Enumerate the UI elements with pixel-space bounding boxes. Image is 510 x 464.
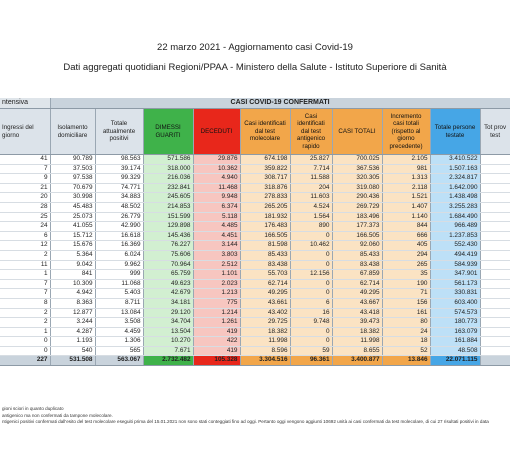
cell-antigenico: 0: [290, 260, 332, 270]
cell-incremento: 80: [382, 318, 430, 328]
cell-ingressi: 9: [0, 174, 50, 184]
header-isolamento: Isolamento domiciliare: [50, 109, 95, 155]
cell-dimessi: 7.671: [143, 346, 193, 356]
cell-totali: 367.536: [332, 164, 382, 174]
header-deceduti: DECEDUTI: [193, 109, 240, 155]
cell-isolamento: 37.503: [50, 164, 95, 174]
cell-testate: 603.400: [430, 298, 480, 308]
header-extra: Tot prov test: [480, 109, 510, 155]
cell-ingressi: 0: [0, 346, 50, 356]
table-row: [0, 193, 510, 203]
cell-ingressi: 0: [0, 337, 50, 347]
cell-extra: [480, 327, 510, 337]
cell-deceduti: 775: [193, 298, 240, 308]
cell-isolamento: 1.193: [50, 337, 95, 347]
cell-totali: 290.436: [332, 193, 382, 203]
cell-isolamento: 841: [50, 270, 95, 280]
cell-isolamento: 4.942: [50, 289, 95, 299]
total-incremento: 13.846: [382, 356, 430, 366]
cell-testate: 966.489: [430, 222, 480, 232]
cell-molecolare: 43.402: [240, 308, 290, 318]
cell-molecolare: 674.198: [240, 155, 290, 165]
cell-positivi: 6.024: [95, 250, 143, 260]
table-row: [0, 241, 510, 251]
cell-molecolare: 18.382: [240, 327, 290, 337]
cell-dimessi: 76.227: [143, 241, 193, 251]
header-positivi: Totale attualmente positivi: [95, 109, 143, 155]
cell-dimessi: 129.898: [143, 222, 193, 232]
cell-antigenico: 0: [290, 231, 332, 241]
cell-totali: 166.505: [332, 231, 382, 241]
cell-extra: [480, 308, 510, 318]
cell-extra: [480, 231, 510, 241]
cell-molecolare: 29.725: [240, 318, 290, 328]
total-antigenico: 96.361: [290, 356, 332, 366]
table-row: [0, 222, 510, 232]
cell-molecolare: 49.295: [240, 289, 290, 299]
cell-deceduti: 1.101: [193, 270, 240, 280]
cell-deceduti: 2.512: [193, 260, 240, 270]
cell-molecolare: 8.596: [240, 346, 290, 356]
cell-antigenico: 16: [290, 308, 332, 318]
cell-positivi: 39.174: [95, 164, 143, 174]
cell-totali: 49.295: [332, 289, 382, 299]
total-molecolare: 3.304.516: [240, 356, 290, 366]
cell-totali: 43.667: [332, 298, 382, 308]
cell-dimessi: 145.436: [143, 231, 193, 241]
table-row: [0, 346, 510, 356]
header-dimessi: DIMESSI GUARITI: [143, 109, 193, 155]
cell-dimessi: 49.623: [143, 279, 193, 289]
total-dimessi: 2.732.482: [143, 356, 193, 366]
cell-extra: [480, 279, 510, 289]
cell-extra: [480, 250, 510, 260]
table-row: [0, 212, 510, 222]
cell-positivi: 26.779: [95, 212, 143, 222]
cell-testate: 574.573: [430, 308, 480, 318]
cell-incremento: 71: [382, 289, 430, 299]
cell-testate: 347.901: [430, 270, 480, 280]
cell-incremento: 161: [382, 308, 430, 318]
table-row: [0, 260, 510, 270]
cell-deceduti: 29.876: [193, 155, 240, 165]
cell-positivi: 1.306: [95, 337, 143, 347]
cell-antigenico: 7.714: [290, 164, 332, 174]
cell-deceduti: 422: [193, 337, 240, 347]
total-testate: 22.071.115: [430, 356, 480, 366]
total-positivi: 563.067: [95, 356, 143, 366]
cell-totali: 320.305: [332, 174, 382, 184]
cell-incremento: 1.521: [382, 193, 430, 203]
cell-antigenico: 204: [290, 183, 332, 193]
cell-totali: 11.998: [332, 337, 382, 347]
cell-isolamento: 25.073: [50, 212, 95, 222]
cell-totali: 269.729: [332, 202, 382, 212]
cell-positivi: 34.883: [95, 193, 143, 203]
cell-molecolare: 359.822: [240, 164, 290, 174]
cell-totali: 700.025: [332, 155, 382, 165]
cell-incremento: 666: [382, 231, 430, 241]
cell-molecolare: 11.998: [240, 337, 290, 347]
cell-dimessi: 70.964: [143, 260, 193, 270]
total-row: [0, 356, 510, 366]
cell-totali: 183.496: [332, 212, 382, 222]
cell-deceduti: 4.940: [193, 174, 240, 184]
cell-isolamento: 9.042: [50, 260, 95, 270]
cell-molecolare: 278.833: [240, 193, 290, 203]
cell-antigenico: 12.156: [290, 270, 332, 280]
cell-incremento: 190: [382, 279, 430, 289]
total-ingressi: 227: [0, 356, 50, 366]
cell-extra: [480, 155, 510, 165]
cell-positivi: 48.502: [95, 202, 143, 212]
cell-antigenico: 0: [290, 289, 332, 299]
header-incremento: Incremento casi totali (rispetto al giorno precedente): [382, 109, 430, 155]
header-ingressi: Ingressi del giorno: [0, 109, 50, 155]
cell-antigenico: 4.524: [290, 202, 332, 212]
cell-testate: 1.642.090: [430, 183, 480, 193]
cell-isolamento: 12.877: [50, 308, 95, 318]
cell-antigenico: 890: [290, 222, 332, 232]
cell-deceduti: 419: [193, 327, 240, 337]
footnote: gioni sciori in quanto duplicato: [2, 406, 64, 411]
cell-ingressi: 21: [0, 183, 50, 193]
cell-ingressi: 41: [0, 155, 50, 165]
cell-positivi: 98.563: [95, 155, 143, 165]
total-deceduti: 105.328: [193, 356, 240, 366]
table-row: [0, 318, 510, 328]
table-row: [0, 174, 510, 184]
cell-deceduti: 3.144: [193, 241, 240, 251]
cell-totali: 319.080: [332, 183, 382, 193]
cell-isolamento: 15.712: [50, 231, 95, 241]
table-row: [0, 270, 510, 280]
table-row: [0, 289, 510, 299]
cell-antigenico: 25.827: [290, 155, 332, 165]
cell-dimessi: 245.605: [143, 193, 193, 203]
cell-testate: 2.324.817: [430, 174, 480, 184]
cell-testate: 584.939: [430, 260, 480, 270]
table-row: [0, 155, 510, 165]
cell-testate: 161.884: [430, 337, 480, 347]
cell-deceduti: 2.023: [193, 279, 240, 289]
page-title: 22 marzo 2021 - Aggiornamento casi Covid-19: [157, 42, 353, 53]
cell-testate: 552.430: [430, 241, 480, 251]
cell-positivi: 42.990: [95, 222, 143, 232]
table-row: [0, 250, 510, 260]
cell-antigenico: 0: [290, 250, 332, 260]
cell-ingressi: 1: [0, 270, 50, 280]
cell-extra: [480, 337, 510, 347]
total-isolamento: 531.508: [50, 356, 95, 366]
cell-ingressi: 11: [0, 260, 50, 270]
cell-dimessi: 13.504: [143, 327, 193, 337]
cell-dimessi: 10.270: [143, 337, 193, 347]
cell-ingressi: 1: [0, 327, 50, 337]
table-row: [0, 202, 510, 212]
cell-incremento: 2.118: [382, 183, 430, 193]
cell-antigenico: 1.564: [290, 212, 332, 222]
cell-testate: 1.507.163: [430, 164, 480, 174]
cell-totali: 67.859: [332, 270, 382, 280]
cell-testate: 163.079: [430, 327, 480, 337]
cell-deceduti: 9.948: [193, 193, 240, 203]
cell-ingressi: 2: [0, 308, 50, 318]
cell-molecolare: 43.661: [240, 298, 290, 308]
cell-extra: [480, 260, 510, 270]
cell-molecolare: 83.438: [240, 260, 290, 270]
cell-extra: [480, 202, 510, 212]
cell-dimessi: 42.679: [143, 289, 193, 299]
cell-extra: [480, 193, 510, 203]
cell-molecolare: 181.932: [240, 212, 290, 222]
cell-ingressi: 25: [0, 212, 50, 222]
footnote: ntigenici positivi confermati dall'esito del test molecolare eseguiti prima del 15.01.2021 non sono stati conteggiati fino ad oggi. Pertanto oggi vengono aggiunti 10692 unità ai casi confermati da test molecolare, di cui 27 risultati positivi in data: [2, 419, 489, 424]
table-row: [0, 279, 510, 289]
cell-totali: 92.060: [332, 241, 382, 251]
header-antigenico: Casi identificati dal test antigenico rapido: [290, 109, 332, 155]
cell-antigenico: 11.588: [290, 174, 332, 184]
cell-deceduti: 3.803: [193, 250, 240, 260]
cell-isolamento: 540: [50, 346, 95, 356]
band-left-label: ntensiva: [0, 98, 50, 109]
cell-totali: 83.438: [332, 260, 382, 270]
cell-antigenico: 11.603: [290, 193, 332, 203]
cell-incremento: 18: [382, 337, 430, 347]
table-row: [0, 164, 510, 174]
cell-totali: 62.714: [332, 279, 382, 289]
cell-isolamento: 3.244: [50, 318, 95, 328]
cell-extra: [480, 241, 510, 251]
cell-testate: 1.438.498: [430, 193, 480, 203]
cell-testate: 330.831: [430, 289, 480, 299]
cell-testate: 1.684.490: [430, 212, 480, 222]
total-extra: [480, 356, 510, 366]
cell-positivi: 5.403: [95, 289, 143, 299]
total-totali: 3.400.877: [332, 356, 382, 366]
cell-positivi: 11.068: [95, 279, 143, 289]
cell-positivi: 565: [95, 346, 143, 356]
cell-extra: [480, 164, 510, 174]
cell-dimessi: 232.841: [143, 183, 193, 193]
cell-ingressi: 7: [0, 279, 50, 289]
table-row: [0, 327, 510, 337]
cell-ingressi: 7: [0, 164, 50, 174]
cell-molecolare: 62.714: [240, 279, 290, 289]
cell-extra: [480, 289, 510, 299]
cell-testate: 180.773: [430, 318, 480, 328]
cell-dimessi: 151.599: [143, 212, 193, 222]
cell-dimessi: 75.606: [143, 250, 193, 260]
cell-testate: 48.508: [430, 346, 480, 356]
cell-deceduti: 1.213: [193, 289, 240, 299]
cell-molecolare: 81.598: [240, 241, 290, 251]
cell-molecolare: 265.205: [240, 202, 290, 212]
cell-totali: 39.473: [332, 318, 382, 328]
cell-totali: 177.373: [332, 222, 382, 232]
cell-antigenico: 10.462: [290, 241, 332, 251]
cell-ingressi: 2: [0, 318, 50, 328]
cell-dimessi: 65.759: [143, 270, 193, 280]
cell-dimessi: 29.120: [143, 308, 193, 318]
cell-ingressi: 24: [0, 222, 50, 232]
band-title: CASI COVID-19 CONFERMATI: [50, 98, 510, 109]
header-totali: CASI TOTALI: [332, 109, 382, 155]
cell-isolamento: 41.055: [50, 222, 95, 232]
cases-table: [0, 98, 510, 366]
cell-isolamento: 30.998: [50, 193, 95, 203]
footnote: antigenico ma non confermati da tampone molecolare.: [2, 412, 113, 418]
cell-isolamento: 15.676: [50, 241, 95, 251]
cell-isolamento: 90.789: [50, 155, 95, 165]
cell-molecolare: 308.717: [240, 174, 290, 184]
cell-positivi: 3.508: [95, 318, 143, 328]
cell-incremento: 35: [382, 270, 430, 280]
cell-antigenico: 0: [290, 279, 332, 289]
cell-antigenico: 9.748: [290, 318, 332, 328]
cell-ingressi: 28: [0, 202, 50, 212]
cell-testate: 3.410.522: [430, 155, 480, 165]
cell-deceduti: 1.261: [193, 318, 240, 328]
cell-extra: [480, 222, 510, 232]
cell-ingressi: 2: [0, 250, 50, 260]
cell-molecolare: 318.876: [240, 183, 290, 193]
cell-ingressi: 12: [0, 241, 50, 251]
header-testate: Totale persone testate: [430, 109, 480, 155]
cell-positivi: 4.459: [95, 327, 143, 337]
cell-molecolare: 85.433: [240, 250, 290, 260]
cell-positivi: 999: [95, 270, 143, 280]
table-row: [0, 308, 510, 318]
cell-deceduti: 4.451: [193, 231, 240, 241]
cell-dimessi: 34.704: [143, 318, 193, 328]
cell-deceduti: 419: [193, 346, 240, 356]
cell-isolamento: 8.363: [50, 298, 95, 308]
cell-ingressi: 8: [0, 298, 50, 308]
cell-positivi: 74.771: [95, 183, 143, 193]
cell-ingressi: 7: [0, 289, 50, 299]
table-row: [0, 298, 510, 308]
cell-positivi: 99.329: [95, 174, 143, 184]
cell-deceduti: 1.214: [193, 308, 240, 318]
header-molecolare: Casi identificati dal test molecolare: [240, 109, 290, 155]
cell-positivi: 13.084: [95, 308, 143, 318]
cell-antigenico: 0: [290, 327, 332, 337]
cell-incremento: 52: [382, 346, 430, 356]
cell-isolamento: 45.483: [50, 202, 95, 212]
cell-dimessi: 318.000: [143, 164, 193, 174]
cell-molecolare: 176.483: [240, 222, 290, 232]
cell-dimessi: 216.036: [143, 174, 193, 184]
table-row: [0, 337, 510, 347]
cell-molecolare: 166.505: [240, 231, 290, 241]
page-subtitle: Dati aggregati quotidiani Regioni/PPAA - Ministero della Salute - Istituto Superiore di Sanità: [63, 62, 447, 73]
cell-totali: 85.433: [332, 250, 382, 260]
cell-deceduti: 11.468: [193, 183, 240, 193]
cell-incremento: 405: [382, 241, 430, 251]
cell-deceduti: 10.362: [193, 164, 240, 174]
cell-incremento: 1.140: [382, 212, 430, 222]
cell-incremento: 294: [382, 250, 430, 260]
cell-totali: 43.418: [332, 308, 382, 318]
cell-antigenico: 0: [290, 337, 332, 347]
footnotes: [2, 406, 508, 426]
cell-testate: 1.237.853: [430, 231, 480, 241]
cell-incremento: 156: [382, 298, 430, 308]
cell-incremento: 265: [382, 260, 430, 270]
table-row: [0, 183, 510, 193]
cell-testate: 561.173: [430, 279, 480, 289]
cell-extra: [480, 183, 510, 193]
cell-ingressi: 20: [0, 193, 50, 203]
cell-incremento: 2.105: [382, 155, 430, 165]
cell-deceduti: 6.374: [193, 202, 240, 212]
cell-extra: [480, 318, 510, 328]
cell-isolamento: 10.309: [50, 279, 95, 289]
cell-extra: [480, 212, 510, 222]
cell-incremento: 844: [382, 222, 430, 232]
cell-testate: 494.419: [430, 250, 480, 260]
cell-isolamento: 5.364: [50, 250, 95, 260]
cell-positivi: 8.711: [95, 298, 143, 308]
cell-extra: [480, 270, 510, 280]
cell-totali: 8.655: [332, 346, 382, 356]
table-row: [0, 231, 510, 241]
cell-totali: 18.382: [332, 327, 382, 337]
cell-testate: 3.255.283: [430, 202, 480, 212]
cell-incremento: 1.313: [382, 174, 430, 184]
cell-extra: [480, 346, 510, 356]
cell-dimessi: 214.853: [143, 202, 193, 212]
cell-positivi: 16.618: [95, 231, 143, 241]
cell-molecolare: 55.703: [240, 270, 290, 280]
cell-isolamento: 97.538: [50, 174, 95, 184]
cell-antigenico: 59: [290, 346, 332, 356]
cell-isolamento: 70.679: [50, 183, 95, 193]
cell-dimessi: 34.181: [143, 298, 193, 308]
cell-incremento: 24: [382, 327, 430, 337]
cell-extra: [480, 174, 510, 184]
cell-deceduti: 4.485: [193, 222, 240, 232]
cell-positivi: 9.962: [95, 260, 143, 270]
cell-incremento: 981: [382, 164, 430, 174]
cell-incremento: 1.407: [382, 202, 430, 212]
cell-extra: [480, 298, 510, 308]
cell-antigenico: 6: [290, 298, 332, 308]
cell-isolamento: 4.287: [50, 327, 95, 337]
cell-deceduti: 5.118: [193, 212, 240, 222]
cell-positivi: 16.369: [95, 241, 143, 251]
cell-ingressi: 6: [0, 231, 50, 241]
cell-dimessi: 571.586: [143, 155, 193, 165]
